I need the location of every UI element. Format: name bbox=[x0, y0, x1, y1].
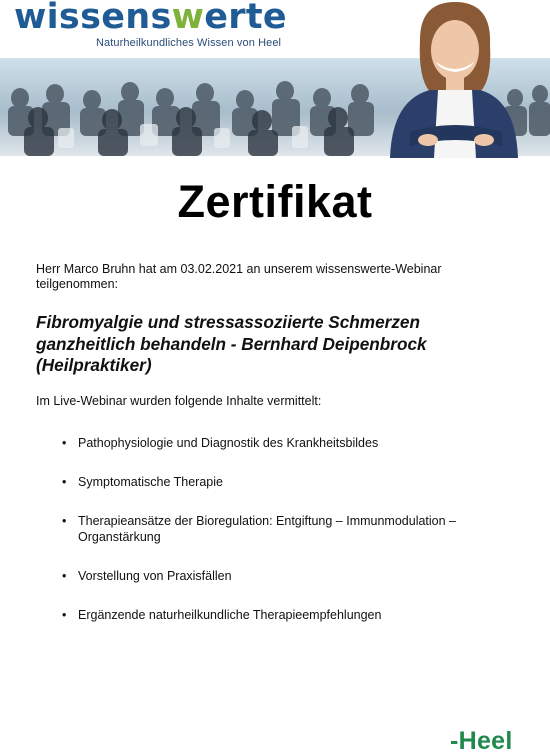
bullet-icon: • bbox=[62, 475, 67, 489]
list-item: • Pathophysiologie und Diagnostik des Krankheitsbildes bbox=[62, 436, 379, 450]
header-banner bbox=[0, 0, 550, 158]
bullet-icon: • bbox=[62, 436, 67, 450]
bullet-icon: • bbox=[62, 514, 67, 528]
bullet-icon: • bbox=[62, 608, 67, 622]
heel-logo: -Heel bbox=[450, 727, 513, 755]
list-item: • Ergänzende naturheilkundliche Therapieempfehlungen bbox=[62, 608, 382, 622]
presenter-photo bbox=[380, 0, 520, 158]
list-item: • Vorstellung von Praxisfällen bbox=[62, 569, 232, 583]
certificate-title: Zertifikat bbox=[177, 176, 373, 227]
list-item: • Symptomatische Therapie bbox=[62, 475, 223, 489]
content-intro: Im Live-Webinar wurden folgende Inhalte vermittelt: bbox=[36, 394, 322, 408]
participant-statement: Herr Marco Bruhn hat am 03.02.2021 an unserem wissenswerte-Webinar teilgenommen: bbox=[36, 262, 442, 291]
bullet-icon: • bbox=[62, 569, 67, 583]
list-item: • Therapieansätze der Bioregulation: Entgiftung – Immunmodulation – Organstärkung bbox=[62, 514, 457, 544]
logo-tagline: Naturheilkundliches Wissen von Heel bbox=[96, 37, 282, 49]
course-title: Fibromyalgie und stressassoziierte Schmerzen ganzheitlich behandeln - Bernhard Deipenbrock (Heilpraktiker) bbox=[36, 312, 427, 375]
wissenswerte-logo: wissenswerte bbox=[14, 0, 287, 37]
topic-list bbox=[60, 435, 500, 646]
